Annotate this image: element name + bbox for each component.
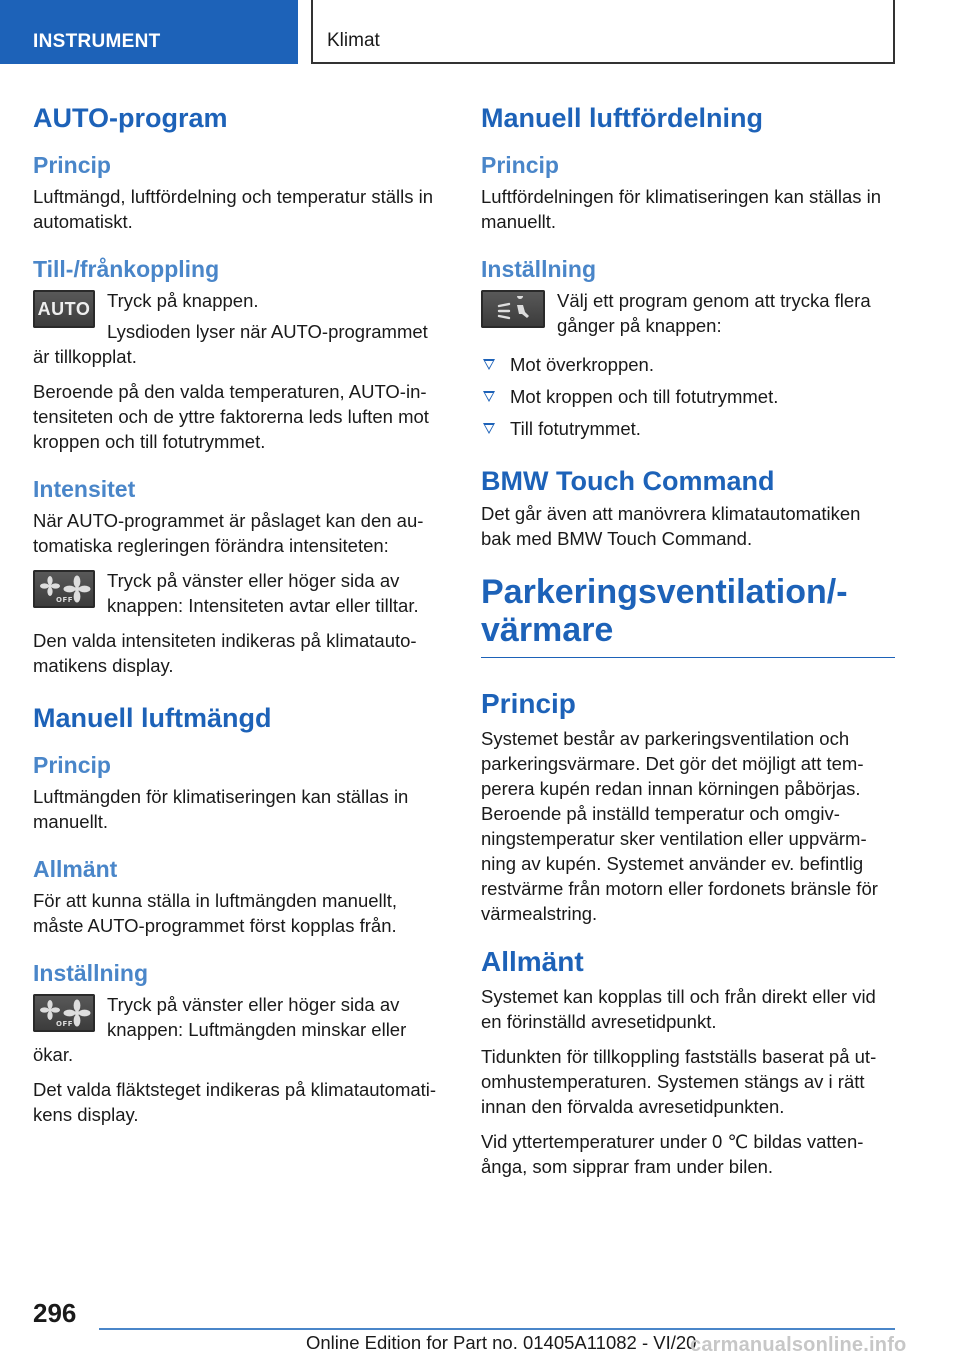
toggle-subsection (33, 254, 446, 454)
paragraph: Systemet kan kopplas till och från direkt eller vid en förinställd avresetidpunkt. (481, 986, 876, 1032)
auto-button-icon (33, 290, 95, 328)
paragraph: När AUTO-programmet är påslaget kan den automatiska regleringen förändra intensiteten: (33, 510, 424, 556)
triangle-bullet-icon (483, 359, 495, 370)
paragraph: Beroende på den valda temperaturen, AUTO-intensiteten och de yttre faktorerna leds luften mot kroppen och till fotutrymmet. (33, 381, 429, 452)
distribution-options (481, 352, 895, 441)
subheading: Princip (481, 152, 559, 178)
subheading: Till-/frånkoppling (33, 256, 220, 282)
fan-icon (36, 574, 92, 604)
left-column (33, 98, 446, 1147)
right-column (481, 98, 895, 1189)
section-heading: Allmänt (481, 946, 584, 977)
section-tab: INSTRUMENT (0, 0, 298, 64)
page-number: 296 (33, 1298, 77, 1328)
manual-air-section (33, 698, 446, 834)
list-item (481, 384, 895, 409)
paragraph: Den valda intensiteten indikeras på klimatautomatikens display. (33, 630, 417, 676)
subheading: Princip (33, 752, 111, 778)
section-heading: Princip (481, 688, 576, 719)
subheading: Intensitet (33, 476, 136, 502)
air-distribution-icon (493, 296, 533, 322)
icon-row (33, 568, 446, 628)
icon-row (33, 992, 446, 1067)
manual-distribution-section (481, 98, 895, 234)
section-heading: Manuell luftfördelning (481, 103, 763, 133)
chapter-heading: Parkeringsventilation/-värmare (481, 573, 895, 658)
paragraph: Tryck på vänster eller höger sida av knappen: Intensiteten avtar eller tilltar. (107, 570, 419, 616)
chapter-title: Klimat (311, 0, 895, 64)
paragraph: Systemet består av parkeringsventilation och parkeringsvärmare. Det gör det möjligt att temperera kupén redan innan körningen påbörjas. Beroende på inställd temperatur och omgivningstemperatur sker ventilation eller uppvärmning av kupén. Systemet använder ev. befintlig restvärme från motorn eller fordonets bränsle för värmealstring. (481, 728, 878, 924)
list-item (481, 416, 895, 441)
manual-air-general (33, 854, 446, 938)
paragraph: Luftmängden för klimatiseringen kan ställas in manuellt. (33, 786, 409, 832)
paragraph: Tryck på knappen. (107, 290, 259, 311)
intensity-subsection (33, 474, 446, 678)
auto-program-section (33, 98, 446, 234)
triangle-bullet-icon (483, 391, 495, 402)
option-text: Till fotutrymmet. (510, 418, 641, 439)
air-distribution-button-icon (481, 290, 545, 328)
off-label: OFF (56, 1020, 74, 1028)
fan-icon (36, 998, 92, 1028)
edition-text: Online Edition for Part no. 01405A11082 - VI/20 (306, 1332, 697, 1353)
manual-air-setting (33, 958, 446, 1127)
section-heading: AUTO-program (33, 103, 228, 133)
paragraph: Tidunkten för tillkoppling fastställs baserat på utomhustemperaturen. Systemen stängs av i rätt innan den förvalda avresetidpunkten. (481, 1046, 877, 1117)
paragraph: Lysdioden lyser när AUTO-programmet är tillkopplat. (33, 321, 428, 367)
paragraph: Det går även att manövrera klimatautomatiken bak med BMW Touch Command. (481, 503, 861, 549)
watermark: carmanualsonline.info (690, 1334, 907, 1356)
subheading: Inställning (481, 256, 596, 282)
paragraph: För att kunna ställa in luftmängden manuellt, måste AUTO-programmet först kopplas från. (33, 890, 398, 936)
subheading: Princip (33, 152, 111, 178)
section-heading: Manuell luftmängd (33, 703, 272, 733)
option-text: Mot kroppen och till fotutrymmet. (510, 386, 779, 407)
footer-divider (99, 1328, 895, 1330)
subheading: Inställning (33, 960, 148, 986)
paragraph: Vid yttertemperaturer under 0 ℃ bildas vattenånga, som sipprar fram under bilen. (481, 1131, 864, 1177)
fan-button-icon (33, 994, 95, 1032)
paragraph: Välj ett program genom att trycka flera gånger på knappen: (557, 290, 871, 336)
triangle-bullet-icon (483, 423, 495, 434)
touch-command-section (481, 461, 895, 551)
list-item (481, 352, 895, 377)
manual-distribution-setting (481, 254, 895, 441)
subheading: Allmänt (33, 856, 118, 882)
paragraph: Luftmängd, luftfördelning och temperatur ställs in automatiskt. (33, 186, 434, 232)
icon-row (481, 288, 895, 348)
parking-section (481, 573, 895, 1179)
paragraph: Luftfördelningen för klimatiseringen kan ställas in manuellt. (481, 186, 882, 232)
section-heading: BMW Touch Command (481, 466, 775, 496)
paragraph: Tryck på vänster eller höger sida av knappen: Luftmängden minskar eller ökar. (33, 994, 407, 1065)
auto-label: AUTO (37, 298, 91, 319)
icon-row (33, 288, 446, 379)
off-label: OFF (56, 596, 74, 604)
paragraph: Det valda fläktsteget indikeras på klimatautomatikens display. (33, 1079, 437, 1125)
option-text: Mot överkroppen. (510, 354, 654, 375)
fan-button-icon (33, 570, 95, 608)
